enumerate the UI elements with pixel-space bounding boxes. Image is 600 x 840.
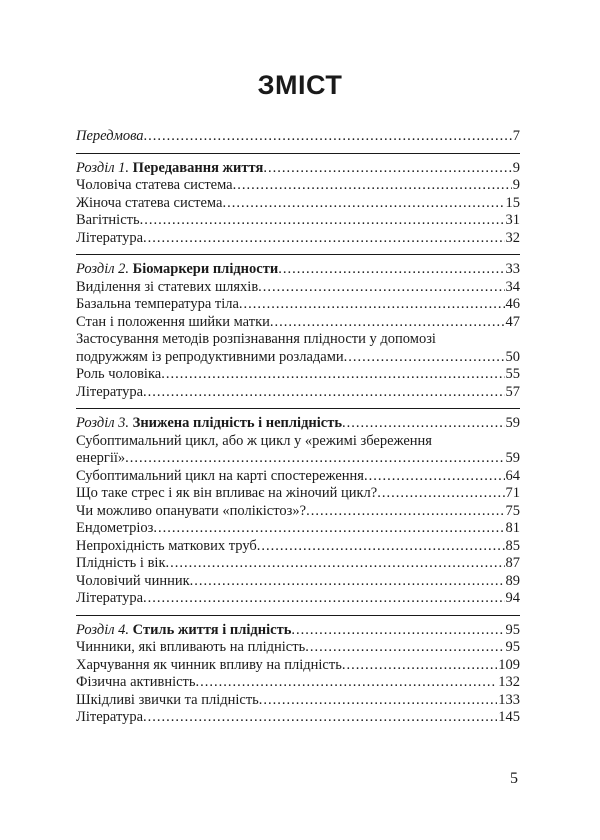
entry-page: 57 (505, 383, 520, 400)
toc-entry[interactable] (76, 212, 520, 230)
toc-entry[interactable] (76, 555, 520, 573)
dot-leader (166, 555, 505, 573)
toc-entry[interactable] (76, 296, 520, 314)
dot-leader (144, 128, 512, 146)
dot-leader (143, 590, 504, 608)
preface-page: 7 (512, 128, 520, 144)
toc-section-heading[interactable] (76, 261, 520, 279)
entry-page: 109 (498, 656, 520, 673)
section-title (76, 160, 263, 178)
entry-title: Що таке стрес і як він впливає на жіночий цикл? (76, 485, 378, 501)
page-number: 5 (510, 770, 518, 787)
dot-leader (291, 622, 504, 640)
entry-title: Виділення зі статевих шляхів (76, 278, 259, 295)
toc-entry[interactable] (76, 314, 520, 332)
entry-title: Харчування як чинник впливу на плідність (76, 656, 342, 673)
section-name: Знижена плідність і неплідність (132, 415, 343, 431)
toc-entry[interactable] (76, 503, 520, 521)
toc-entry[interactable] (76, 195, 520, 213)
entry-page: 89 (505, 572, 520, 589)
entry-title-line: подружжям із репродуктивними розладами (76, 348, 344, 365)
entry-title: Шкідливі звички та плідність (76, 691, 259, 708)
entry-page: 50 (505, 348, 520, 365)
section-name: Стиль життя і плідність (132, 621, 292, 638)
entry-page: 81 (505, 520, 520, 536)
entry-title: Субоптимальний цикл на карті спостереження (76, 467, 364, 484)
toc-entry[interactable] (76, 709, 520, 727)
entry-title: Роль чоловіка (76, 366, 162, 382)
section-divider (76, 254, 520, 255)
section-page: 95 (505, 621, 520, 638)
section-prefix: Розділ 1. (76, 159, 130, 176)
entry-page: 132 (498, 674, 520, 690)
dot-leader (258, 279, 504, 297)
entry-title: Непрохідність маткових труб (76, 537, 257, 554)
section-prefix: Розділ 2. (76, 261, 130, 277)
entry-page: 64 (505, 467, 520, 484)
toc-entry-preface[interactable] (76, 128, 520, 146)
dot-leader (259, 692, 497, 710)
entry-page: 75 (505, 502, 520, 519)
page-title: ЗМІСТ (257, 70, 343, 100)
section-prefix: Розділ 3. (76, 415, 130, 431)
entry-title: Література (76, 229, 144, 246)
section-title (76, 415, 342, 433)
dot-leader (153, 520, 504, 538)
toc-entry[interactable] (76, 657, 520, 675)
entry-title: Ендометріоз (76, 520, 154, 536)
dot-leader (364, 468, 505, 486)
dot-leader (377, 485, 504, 503)
dot-leader (257, 538, 505, 556)
dot-leader (270, 314, 505, 332)
section-title (76, 261, 278, 279)
entry-title: Фізична активність (76, 674, 196, 690)
dot-leader (233, 177, 512, 195)
entry-title: Література (76, 709, 144, 725)
toc-entry[interactable] (76, 384, 520, 402)
entry-page: 15 (505, 194, 520, 211)
dot-leader (263, 160, 511, 178)
entry-page: 59 (505, 450, 520, 466)
section-page: 9 (512, 159, 520, 176)
section-page: 33 (505, 261, 520, 277)
toc-entry[interactable] (76, 433, 520, 468)
dot-leader (196, 674, 498, 692)
sections-container (76, 153, 520, 727)
entry-title: Плідність і вік (76, 555, 166, 571)
entry-title: Базальна температура тіла (76, 296, 239, 312)
toc-entry[interactable] (76, 573, 520, 591)
entry-page: 55 (505, 366, 520, 382)
entry-title: Жіноча статева система (76, 194, 223, 211)
entry-page: 87 (505, 555, 520, 571)
entry-title: Чоловічий чинник (76, 572, 190, 589)
entry-title: Вагітність (76, 212, 140, 228)
toc-entry[interactable] (76, 331, 520, 366)
entry-page: 145 (498, 709, 520, 725)
toc-section-heading[interactable] (76, 160, 520, 178)
toc-section-heading[interactable] (76, 622, 520, 640)
dot-leader (305, 639, 504, 657)
toc-entry[interactable] (76, 468, 520, 486)
table-of-contents (76, 128, 520, 727)
toc-entry[interactable] (76, 674, 520, 692)
toc-entry[interactable] (76, 177, 520, 195)
dot-leader (239, 296, 505, 314)
entry-title: Чоловіча статева система (76, 177, 233, 193)
section-name: Біомаркери плідности (132, 261, 279, 277)
entry-page: 133 (498, 691, 520, 708)
dot-leader (143, 709, 497, 727)
toc-entry[interactable] (76, 692, 520, 710)
toc-section-heading[interactable] (76, 415, 520, 433)
toc-entry[interactable] (76, 366, 520, 384)
toc-entry[interactable] (76, 485, 520, 503)
section-divider (76, 615, 520, 616)
dot-leader (306, 503, 504, 521)
section-divider (76, 408, 520, 409)
entry-page: 71 (505, 485, 520, 501)
entry-title: Чи можливо опанувати «полікістоз»? (76, 502, 307, 519)
entry-page: 9 (512, 177, 520, 193)
toc-entry[interactable] (76, 590, 520, 608)
dot-leader (222, 195, 504, 213)
section-name: Передавання життя (132, 159, 264, 176)
entry-page: 46 (505, 296, 520, 312)
entry-title: Чинники, які впливають на плідність (76, 639, 306, 655)
entry-page: 47 (505, 313, 520, 330)
dot-leader (143, 230, 504, 248)
toc-entry[interactable] (76, 279, 520, 297)
section-divider (76, 153, 520, 154)
dot-leader (125, 450, 504, 468)
entry-page: 32 (505, 229, 520, 246)
dot-leader (143, 384, 504, 402)
dot-leader (278, 261, 504, 279)
dot-leader (190, 573, 505, 591)
entry-title: Література (76, 590, 144, 606)
dot-leader (342, 657, 497, 675)
entry-title-line: Субоптимальний цикл, або ж цикл у «режимі збереження (76, 432, 432, 449)
entry-page: 85 (505, 537, 520, 554)
entry-title-line: енергії» (76, 450, 126, 466)
entry-title-line: Застосування методів розпізнавання плідности у допомозі (76, 331, 436, 347)
section-title (76, 622, 291, 640)
section-prefix: Розділ 4. (76, 621, 130, 638)
entry-page: 95 (505, 639, 520, 655)
entry-page: 94 (505, 590, 520, 606)
toc-entry[interactable] (76, 230, 520, 248)
toc-entry[interactable] (76, 538, 520, 556)
preface-label: Передмова (76, 128, 144, 144)
section-page: 59 (505, 415, 520, 431)
entry-page: 31 (505, 212, 520, 228)
toc-entry[interactable] (76, 520, 520, 538)
dot-leader (342, 415, 504, 433)
dot-leader (140, 212, 505, 230)
entry-title: Стан і положення шийки матки (76, 313, 270, 330)
entry-title: Література (76, 383, 144, 400)
entry-page: 34 (505, 278, 520, 295)
toc-entry[interactable] (76, 639, 520, 657)
dot-leader (344, 349, 505, 367)
dot-leader (161, 366, 504, 384)
